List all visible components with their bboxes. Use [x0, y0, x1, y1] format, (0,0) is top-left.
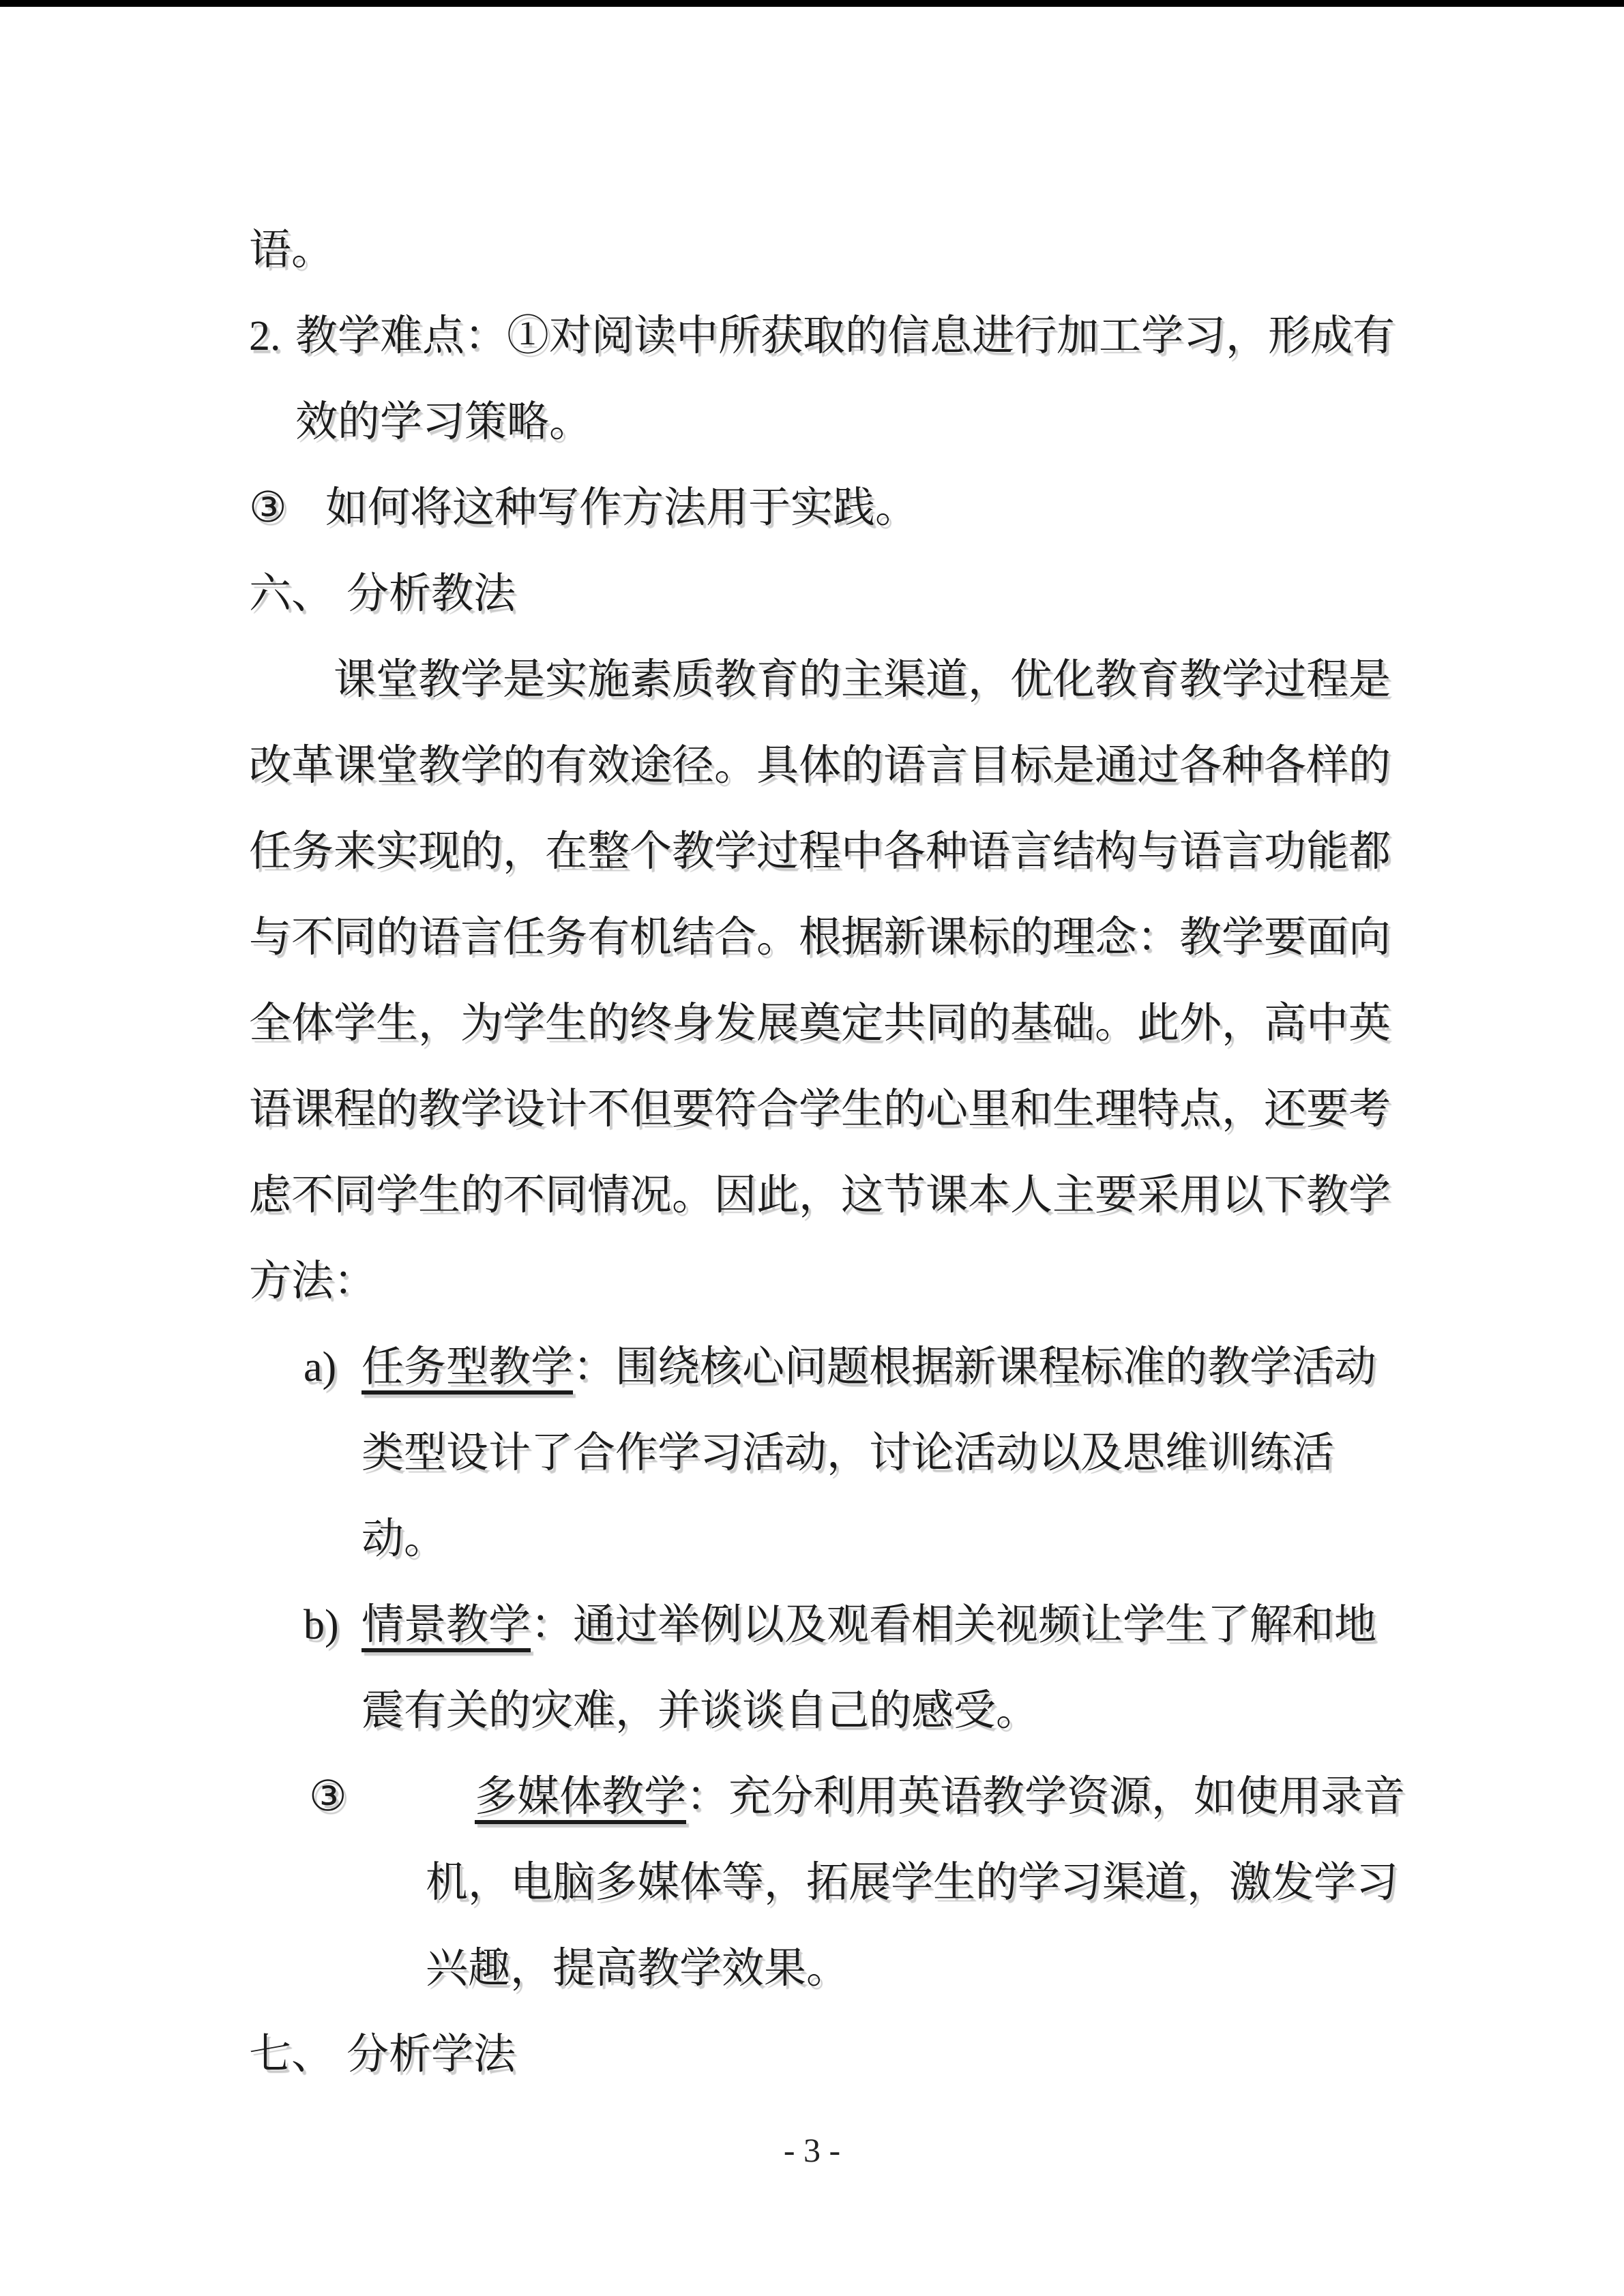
line-text: 教学难点：①对阅读中所获取的信息进行加工学习，形成有 — [295, 313, 1396, 359]
list-marker: a) — [304, 1344, 337, 1390]
list-marker: 七、 — [249, 2031, 334, 2078]
line-text: 分析教法 — [346, 571, 516, 617]
list-marker: b) — [304, 1602, 339, 1648]
text-line — [249, 293, 1395, 379]
line-text: 如何将这种写作方法用于实践。 — [325, 485, 918, 531]
document-lines — [249, 207, 1406, 2098]
line-text: 机，电脑多媒体等，拓展学生的学习渠道，激发学习 — [426, 1860, 1399, 1906]
line-text: ：充分利用英语教学资源，如使用录音 — [686, 1774, 1406, 1820]
text-line — [249, 809, 1395, 895]
text-line — [249, 1238, 1395, 1324]
line-text: 效的学习策略。 — [295, 399, 592, 445]
text-line — [249, 1582, 1395, 1668]
line-text: 动。 — [361, 1516, 447, 1562]
line-text: 语。 — [249, 227, 334, 273]
list-marker: ③ — [249, 485, 287, 531]
underlined-term: 任务型教学 — [361, 1344, 574, 1390]
text-line — [249, 465, 1395, 551]
line-text: 课堂教学是实施素质教育的主渠道，优化教育教学过程是 — [334, 657, 1391, 703]
text-line — [249, 551, 1395, 637]
line-text: 震有关的灾难，并谈谈自己的感受。 — [361, 1688, 1039, 1734]
line-text: 任务来实现的，在整个教学过程中各种语言结构与语言功能都 — [249, 829, 1391, 875]
page-number: - 3 - — [783, 2131, 841, 2169]
text-line — [249, 637, 1395, 723]
text-line — [249, 1926, 1395, 2012]
text-line — [249, 723, 1395, 809]
line-text: 语课程的教学设计不但要符合学生的心里和生理特点，还要考 — [249, 1086, 1391, 1133]
scan-top-edge-bar — [0, 0, 1624, 7]
list-marker: 六、 — [249, 571, 334, 617]
underlined-term: 多媒体教学 — [475, 1774, 687, 1820]
list-marker: ③ — [309, 1774, 347, 1820]
text-line — [249, 1324, 1395, 1410]
line-text: 兴趣，提高教学效果。 — [426, 1945, 849, 1992]
line-text: 方法： — [249, 1258, 377, 1304]
line-text: 虑不同学生的不同情况。因此，这节课本人主要采用以下教学 — [249, 1172, 1391, 1219]
text-line — [249, 981, 1395, 1067]
line-text: 类型设计了合作学习活动，讨论活动以及思维训练活 — [361, 1430, 1335, 1476]
text-line — [249, 1410, 1395, 1496]
text-line — [249, 1496, 1395, 1582]
text-line — [249, 1067, 1395, 1152]
text-line — [249, 1754, 1406, 1840]
text-line — [249, 1668, 1395, 1754]
line-text: ：通过举例以及观看相关视频让学生了解和地 — [531, 1602, 1377, 1648]
line-text: ：围绕核心问题根据新课程标准的教学活动 — [573, 1344, 1377, 1390]
text-line — [249, 2012, 1395, 2098]
line-text: 分析学法 — [346, 2031, 516, 2078]
text-line — [249, 207, 1395, 293]
text-line — [249, 379, 1395, 465]
list-marker: 2. — [249, 313, 281, 359]
underlined-term: 情景教学 — [361, 1602, 531, 1648]
text-line — [249, 895, 1395, 981]
line-text: 全体学生，为学生的终身发展奠定共同的基础。此外，高中英 — [249, 1000, 1391, 1047]
line-text: 改革课堂教学的有效途径。具体的语言目标是通过各种各样的 — [249, 743, 1391, 789]
text-line — [249, 1840, 1399, 1926]
line-text: 与不同的语言任务有机结合。根据新课标的理念：教学要面向 — [249, 914, 1391, 961]
text-line — [249, 1152, 1395, 1238]
